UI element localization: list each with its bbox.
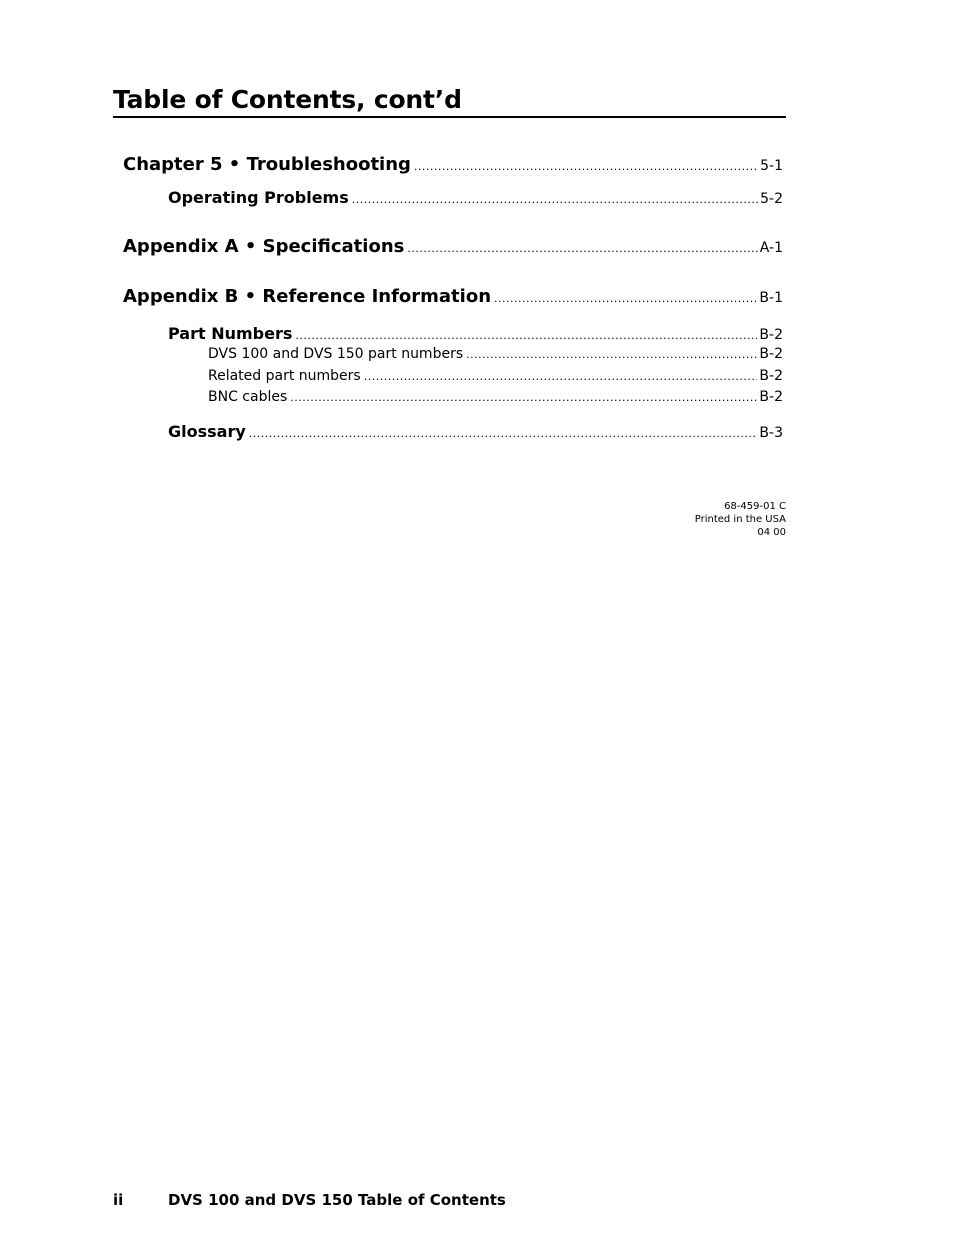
- dot-leader: [466, 348, 757, 361]
- toc-entry-label: Part Numbers: [168, 324, 293, 343]
- part-number: 68-459-01 C: [724, 501, 786, 512]
- toc-entry-label: Operating Problems: [168, 188, 349, 207]
- dot-leader: [290, 391, 757, 404]
- toc-entry-label: Related part numbers: [208, 368, 361, 384]
- toc-entry-page: B-2: [759, 389, 783, 405]
- print-date: 04 00: [757, 527, 786, 538]
- printed-in: Printed in the USA: [694, 514, 786, 525]
- toc-entry-bnc-cables[interactable]: [208, 389, 783, 405]
- toc-entry-related-part-numbers[interactable]: [208, 368, 783, 384]
- toc-entry-appendix-b[interactable]: [123, 286, 783, 307]
- toc-entry-page: 5-1: [760, 158, 783, 174]
- dot-leader: [352, 193, 758, 206]
- toc-entry-page: 5-2: [760, 191, 783, 207]
- dot-leader: [414, 160, 758, 173]
- toc-entry-label: DVS 100 and DVS 150 part numbers: [208, 346, 464, 362]
- toc-entry-page: B-3: [759, 425, 783, 441]
- dot-leader: [494, 292, 757, 305]
- toc-entry-glossary[interactable]: [168, 422, 783, 441]
- toc-entry-chapter-5[interactable]: [123, 154, 783, 175]
- footer-page-number: ii: [113, 1191, 124, 1209]
- toc-entry-label: Chapter 5 • Troubleshooting: [123, 154, 411, 175]
- dot-leader: [295, 329, 757, 342]
- title-rule: [113, 116, 786, 118]
- toc-entry-label: Appendix A • Specifications: [123, 236, 405, 257]
- toc-entry-part-numbers[interactable]: [168, 324, 783, 343]
- toc-entry-appendix-a[interactable]: [123, 236, 783, 257]
- toc-entry-page: B-2: [759, 327, 783, 343]
- toc-entry-dvs-part-numbers[interactable]: [208, 346, 783, 362]
- print-info: [695, 500, 786, 539]
- toc-entry-page: B-1: [759, 290, 783, 306]
- toc-entry-page: B-2: [759, 368, 783, 384]
- page-title: Table of Contents, cont’d: [113, 85, 462, 114]
- toc-entry-page: B-2: [759, 346, 783, 362]
- dot-leader: [249, 427, 758, 440]
- toc-entry-label: Appendix B • Reference Information: [123, 286, 492, 307]
- toc-entry-page: A-1: [759, 240, 783, 256]
- footer-doc-title: DVS 100 and DVS 150 Table of Contents: [168, 1191, 506, 1209]
- dot-leader: [364, 370, 758, 383]
- toc-entry-operating-problems[interactable]: [168, 188, 783, 207]
- dot-leader: [407, 242, 757, 255]
- toc-entry-label: Glossary: [168, 422, 246, 441]
- toc-entry-label: BNC cables: [208, 389, 288, 405]
